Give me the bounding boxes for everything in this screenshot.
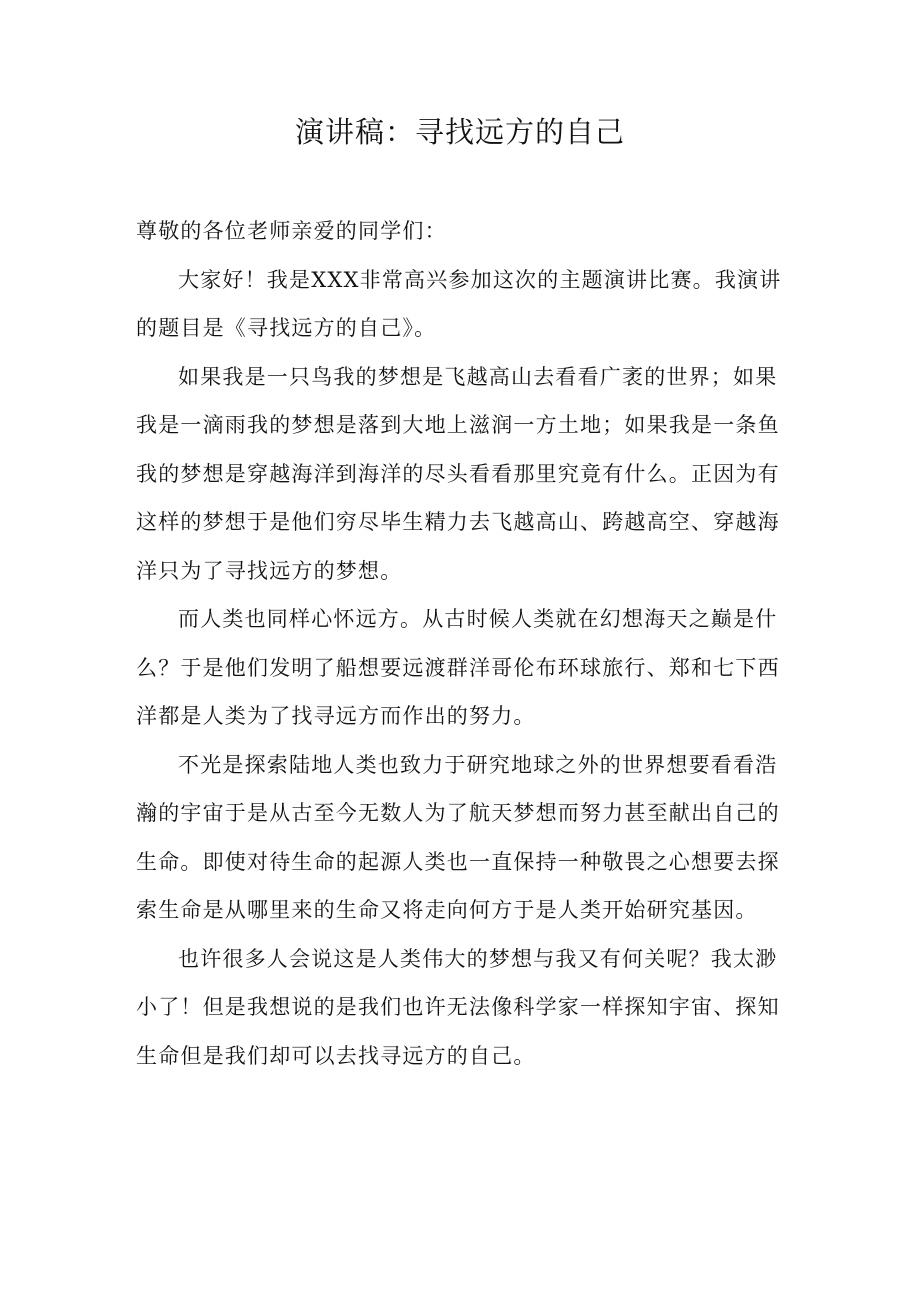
paragraph-conclusion: 也许很多人会说这是人类伟大的梦想与我又有何关呢？我太渺小了！但是我想说的是我们也许无法像科学家一样探知宇宙、探知生命但是我们却可以去找寻远方的自己。 bbox=[136, 946, 780, 1068]
document-body bbox=[136, 207, 786, 1080]
paragraph-exploration: 不光是探索陆地人类也致力于研究地球之外的世界想要看看浩瀚的宇宙于是从古至今无数人为了航天梦想而努力甚至献出自己的生命。即使对待生命的起源人类也一直保持一种敬畏之心想要去探索生命是从哪里来的生命又将走向何方于是人类开始研究基因。 bbox=[136, 752, 780, 922]
paragraph-humanity: 而人类也同样心怀远方。从古时候人类就在幻想海天之巅是什么？于是他们发明了船想要远渡群洋哥伦布环球旅行、郑和七下西洋都是人类为了找寻远方而作出的努力。 bbox=[136, 607, 780, 728]
salutation: 尊敬的各位老师亲爱的同学们： bbox=[136, 219, 447, 243]
paragraph-dreams: 如果我是一只鸟我的梦想是飞越高山去看看广袤的世界；如果我是一滴雨我的梦想是落到大地上滋润一方土地；如果我是一条鱼我的梦想是穿越海洋到海洋的尽头看看那里究竟有什么。正因为有这样的梦想于是他们穷尽毕生精力去飞越高山、跨越高空、穿越海洋只为了寻找远方的梦想。 bbox=[136, 364, 780, 583]
paragraph-greeting: 大家好！我是XXX非常高兴参加这次的主题演讲比赛。我演讲的题目是《寻找远方的自己》。 bbox=[136, 267, 782, 340]
document-title: 演讲稿：寻找远方的自己 bbox=[294, 115, 625, 149]
